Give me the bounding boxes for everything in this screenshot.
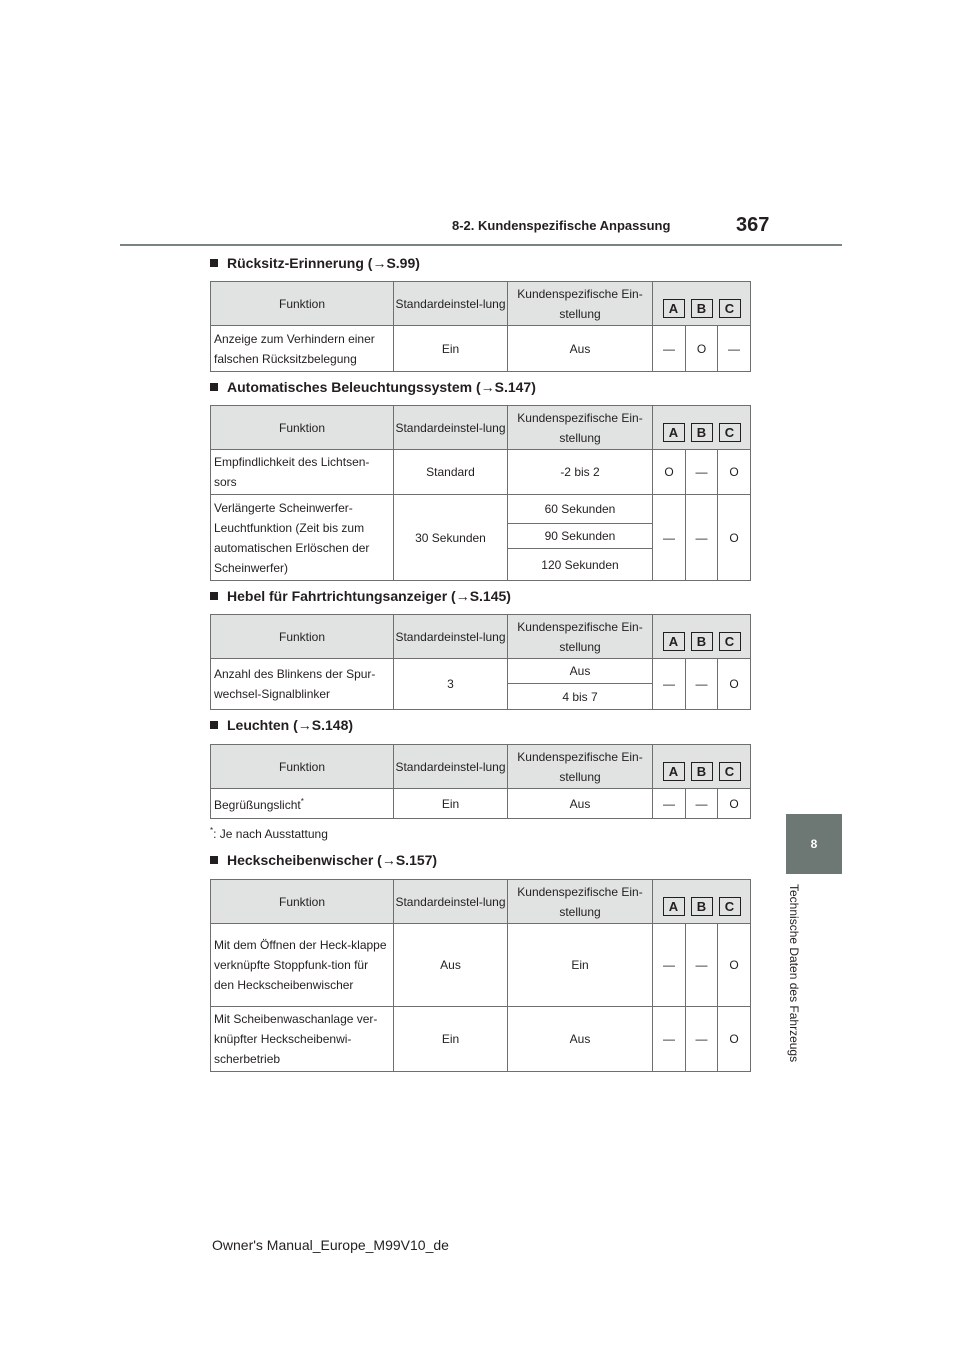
cell-function: Empfindlichkeit des Lichtsen-sors	[211, 450, 394, 495]
page-number: 367	[736, 214, 770, 236]
cell-custom: 4 bis 7	[508, 684, 653, 710]
header-custom: Kundenspezifische Ein-stellung	[508, 745, 653, 789]
cell-standard: 3	[394, 659, 508, 710]
cell-b: —	[686, 659, 718, 710]
cell-function: Begrüßungslicht*	[211, 789, 394, 819]
cell-standard: Ein	[394, 1007, 508, 1072]
cell-custom: Ein	[508, 924, 653, 1007]
cell-c: O	[718, 659, 751, 710]
cell-a: —	[653, 495, 686, 581]
document-footer: Owner's Manual_Europe_M99V10_de	[212, 1237, 449, 1253]
cell-custom: 60 Sekunden	[508, 495, 653, 524]
cell-standard: Ein	[394, 789, 508, 819]
footnote-mark: *	[210, 826, 214, 835]
header-standard: Standardeinstel-lung	[394, 880, 508, 924]
section-heading-turn-signal: Hebel für Fahrtrichtungsanzeiger (→S.145)	[210, 588, 511, 604]
bullet-icon	[210, 856, 218, 864]
cell-function: Mit dem Öffnen der Heck-klappe verknüpfte Stoppfunk-tion für den Heckscheibenwischer	[211, 924, 394, 1007]
cell-custom: 90 Sekunden	[508, 524, 653, 549]
header-standard: Standardeinstel-lung	[394, 615, 508, 659]
column-a-icon: A	[663, 632, 685, 651]
column-b-icon: B	[691, 632, 713, 651]
bullet-icon	[210, 383, 218, 391]
table-rear-wiper	[210, 879, 751, 1072]
header-function: Funktion	[211, 282, 394, 326]
column-a-icon: A	[663, 423, 685, 442]
cell-c: O	[718, 924, 751, 1007]
cell-a: —	[653, 789, 686, 819]
cell-function: Anzahl des Blinkens der Spur-wechsel-Signalblinker	[211, 659, 394, 710]
cell-c: O	[718, 450, 751, 495]
column-c-icon: C	[719, 299, 741, 318]
bullet-icon	[210, 592, 218, 600]
bullet-icon	[210, 721, 218, 729]
cell-standard: Aus	[394, 924, 508, 1007]
cell-function: Anzeige zum Verhindern einer falschen Rücksitzbelegung	[211, 326, 394, 372]
table-auto-light-system	[210, 405, 751, 581]
cell-custom: 120 Sekunden	[508, 549, 653, 581]
bullet-icon	[210, 259, 218, 267]
cell-custom: Aus	[508, 1007, 653, 1072]
cell-standard: Standard	[394, 450, 508, 495]
column-b-icon: B	[691, 423, 713, 442]
cell-standard: 30 Sekunden	[394, 495, 508, 581]
header-standard: Standardeinstel-lung	[394, 282, 508, 326]
cell-function: Mit Scheibenwaschanlage ver-knüpfter Heckscheibenwi-scherbetrieb	[211, 1007, 394, 1072]
cell-a: —	[653, 659, 686, 710]
column-b-icon: B	[691, 299, 713, 318]
header-abc	[653, 745, 751, 789]
cell-function: Verlängerte Scheinwerfer-Leuchtfunktion (Zeit bis zum automatischen Erlöschen der Scheinwerfer)	[211, 495, 394, 581]
column-a-icon: A	[663, 897, 685, 916]
cell-b: —	[686, 1007, 718, 1072]
header-abc	[653, 282, 751, 326]
cell-b: —	[686, 450, 718, 495]
chapter-tab: 8	[786, 814, 842, 874]
header-function: Funktion	[211, 880, 394, 924]
column-a-icon: A	[663, 299, 685, 318]
section-heading-rear-seat: Rücksitz-Erinnerung (→S.99)	[210, 255, 420, 271]
header-function: Funktion	[211, 745, 394, 789]
column-a-icon: A	[663, 762, 685, 781]
table-turn-signal-lever	[210, 614, 751, 710]
column-c-icon: C	[719, 632, 741, 651]
cell-b: —	[686, 495, 718, 581]
header-abc	[653, 406, 751, 450]
section-heading-auto-light: Automatisches Beleuchtungssystem (→S.147)	[210, 379, 536, 395]
header-function: Funktion	[211, 615, 394, 659]
cell-a: —	[653, 326, 686, 372]
cell-c: O	[718, 1007, 751, 1072]
cell-standard: Ein	[394, 326, 508, 372]
column-b-icon: B	[691, 897, 713, 916]
column-c-icon: C	[719, 762, 741, 781]
section-heading-lights: Leuchten (→S.148)	[210, 717, 353, 733]
header-divider	[120, 244, 842, 246]
header-custom: Kundenspezifische Ein-stellung	[508, 615, 653, 659]
footnote: *: Je nach Ausstattung	[210, 826, 328, 841]
column-c-icon: C	[719, 897, 741, 916]
footnote-mark: *	[300, 797, 304, 806]
column-b-icon: B	[691, 762, 713, 781]
cell-b: —	[686, 789, 718, 819]
table-lights	[210, 744, 751, 819]
header-function: Funktion	[211, 406, 394, 450]
table-rear-seat-reminder	[210, 281, 751, 372]
cell-a: —	[653, 924, 686, 1007]
chapter-title: Technische Daten des Fahrzeugs	[787, 884, 801, 1063]
column-c-icon: C	[719, 423, 741, 442]
cell-b: —	[686, 924, 718, 1007]
cell-custom: -2 bis 2	[508, 450, 653, 495]
section-title: 8-2. Kundenspezifische Anpassung	[452, 218, 671, 233]
header-standard: Standardeinstel-lung	[394, 406, 508, 450]
cell-b: O	[686, 326, 718, 372]
header-custom: Kundenspezifische Ein-stellung	[508, 282, 653, 326]
cell-custom: Aus	[508, 789, 653, 819]
cell-a: O	[653, 450, 686, 495]
chapter-side-label	[785, 884, 805, 1090]
section-heading-rear-wiper: Heckscheibenwischer (→S.157)	[210, 852, 437, 868]
header-abc	[653, 615, 751, 659]
header-standard: Standardeinstel-lung	[394, 745, 508, 789]
cell-a: —	[653, 1007, 686, 1072]
cell-c: —	[718, 326, 751, 372]
header-abc	[653, 880, 751, 924]
header-custom: Kundenspezifische Ein-stellung	[508, 406, 653, 450]
header-custom: Kundenspezifische Ein-stellung	[508, 880, 653, 924]
cell-custom: Aus	[508, 659, 653, 684]
cell-custom: Aus	[508, 326, 653, 372]
cell-c: O	[718, 789, 751, 819]
cell-c: O	[718, 495, 751, 581]
